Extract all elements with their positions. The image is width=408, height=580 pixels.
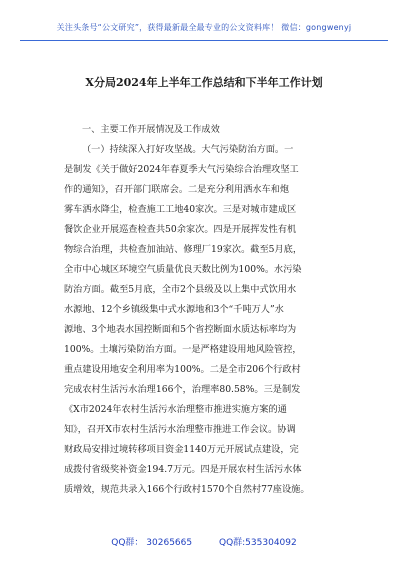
- footer-contact: [0, 535, 408, 548]
- body-line: 知》，召开X市农村生活污水治理整市推进工作会议。协调: [64, 424, 296, 435]
- body-line: 水源地、12个乡镇级集中式水源地和3个“千吨万人”水: [64, 304, 284, 315]
- body-line: 防治方面。截至5月底，全市2个县级及以上集中式饮用水: [64, 284, 297, 295]
- body-line: 成拨付省级奖补资金194.7万元。四是开展农村生活污水体: [64, 464, 302, 475]
- body-line: 物综合治理，共检查加油站、修理厂19家次。截至5月底，: [64, 244, 303, 255]
- body-line: 完成农村生活污水治理166个，治理率80.58%。三是制发: [64, 384, 301, 395]
- section-heading: 一、主要工作开展情况及工作成效: [82, 124, 220, 135]
- body-line: 全市中心城区环境空气质量优良天数比例为100%。水污染: [64, 264, 302, 275]
- body-line: 重点建设用地安全利用率为100%。二是全市206个行政村: [64, 364, 301, 375]
- body-line: 财政局安排过境转移项目资金1140万元开展试点建设，完: [64, 444, 299, 455]
- body-line: 《X市2024年农村生活污水治理整市推进实施方案的通: [64, 404, 287, 415]
- header-banner: 关注头条号“公文研究”，获得最新最全最专业的公文资料库！ 微信：gongwenyj: [56, 23, 352, 32]
- body-line: 源地、3个地表水国控断面和5个省控断面水质达标率均为: [64, 324, 297, 335]
- body-line: 雾车洒水降尘，检查施工工地40家次。三是对城市建成区: [64, 204, 297, 215]
- body-line: 作的通知》，召开部门联席会。二是充分利用洒水车和炮: [64, 184, 290, 195]
- header-divider: [20, 40, 388, 41]
- body-line: 100%。土壤污染防治方面。一是严格建设用地风险管控，: [64, 344, 302, 355]
- body-line: 餐饮企业开展巡查检查共50余家次。四是开展挥发性有机: [64, 224, 297, 235]
- body-line: 是制发《关于做好2024年春夏季大气污染综合治理攻坚工: [64, 164, 299, 175]
- footer-qq-group-2: QQ群:535304092: [218, 538, 297, 548]
- document-title: X分局2024年上半年工作总结和下半年工作计划: [85, 76, 323, 89]
- body-line: 质增效，规范共录入166个行政村1570个自然村77座设施。: [64, 484, 310, 495]
- body-line: （一）持续深入打好攻坚战。大气污染防治方面。一: [82, 144, 294, 155]
- document-body: [64, 120, 346, 500]
- footer-qq-group-1: QQ群： 30265665: [111, 538, 193, 548]
